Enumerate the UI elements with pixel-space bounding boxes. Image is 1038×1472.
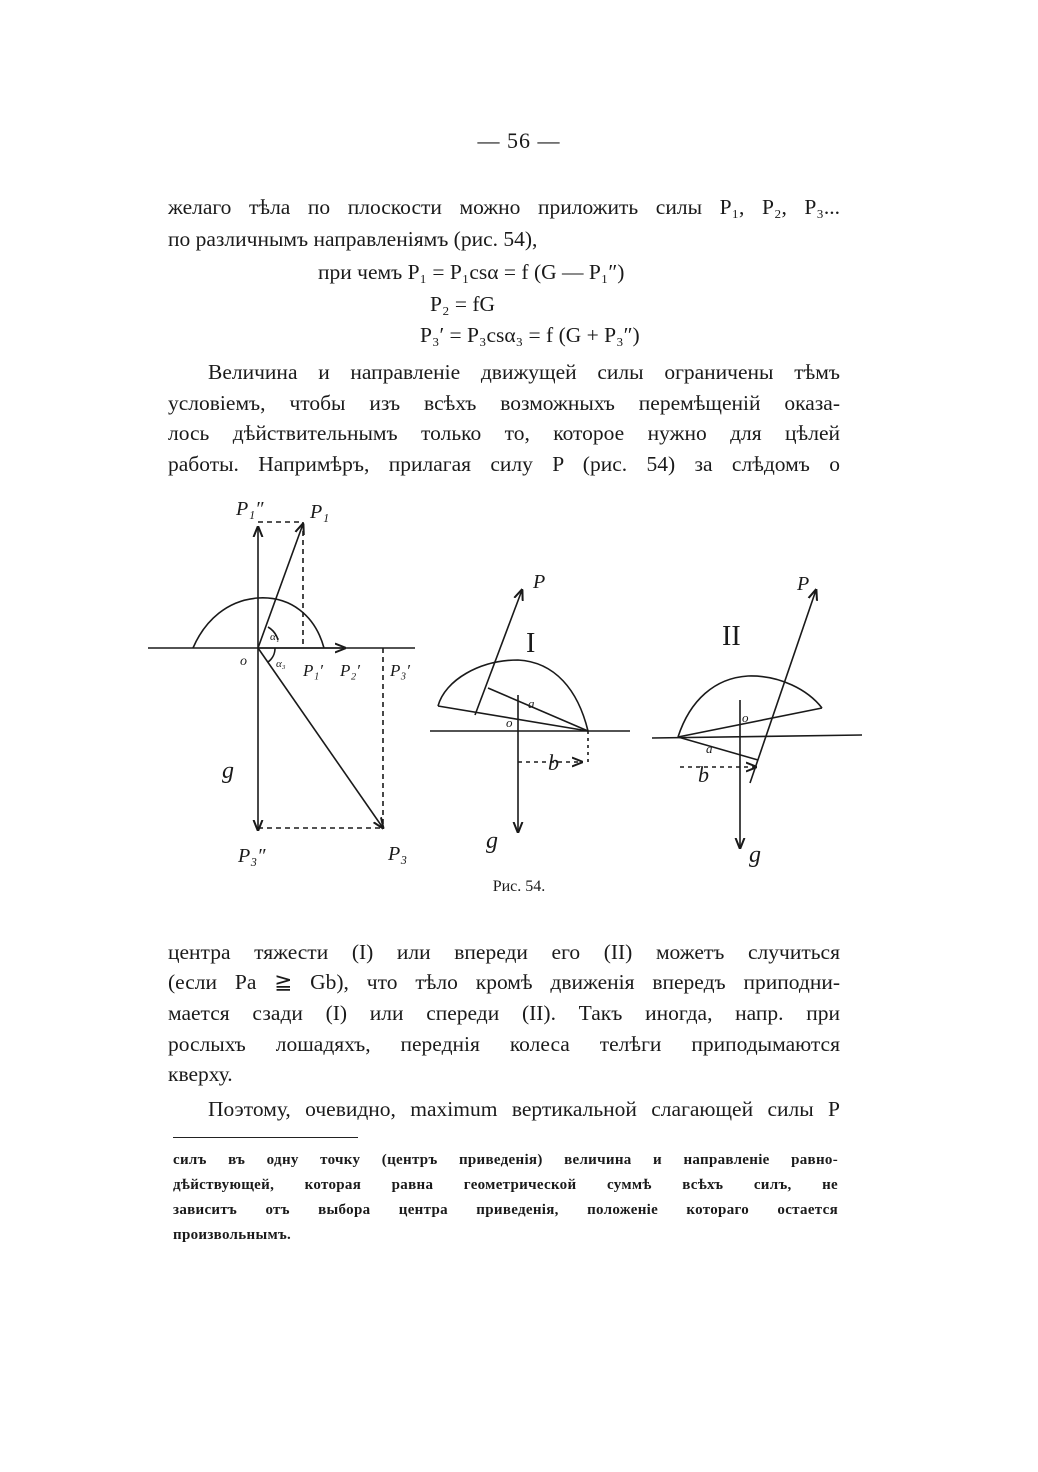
label-o-ii: o: [742, 710, 749, 725]
page-number: — 56 —: [477, 128, 561, 153]
label-p3-double-prime: P₃″: [238, 845, 266, 867]
paragraph-2-line-2: условіемъ, чтобы изъ всѣхъ возможныхъ перемѣщеній оказа-: [168, 391, 840, 415]
body-base-ii: [678, 708, 822, 737]
footnote-line-4: произвольнымъ.: [173, 1227, 292, 1243]
figure-caption: Рис. 54.: [492, 878, 546, 895]
angle-alpha3-arc: [268, 648, 275, 662]
paragraph-3-line-3: мается сзади (I) или спереди (II). Такъ иногда, напр. при: [168, 1001, 840, 1025]
label-g-left: g: [222, 758, 234, 784]
label-p-ii: P: [797, 573, 810, 595]
body-outline-i: [438, 660, 588, 731]
paragraph-3-line-4: рослыхъ лошадяхъ, переднія колеса телѣги приподымаются: [168, 1032, 840, 1056]
label-p-i: P: [533, 571, 546, 593]
label-a-ii: a: [706, 741, 713, 756]
label-p3: P₃: [388, 843, 408, 865]
formula-3: P₃′ = P₃csα₃ = f (G + P₃″): [420, 323, 640, 347]
paragraph-2-line-4: работы. Напримѣръ, прилагая силу P (рис. 54) за слѣдомъ o: [168, 452, 840, 476]
footnote-line-2: дѣйствующей, которая равна геометрической суммѣ всѣхъ силъ, не: [173, 1177, 838, 1193]
vector-p-i: [475, 590, 522, 715]
label-origin-o: o: [240, 654, 247, 669]
footnote-rule: [173, 1137, 358, 1138]
label-p1-prime: P₁′: [303, 661, 324, 680]
footnote-line-3: зависитъ отъ выбора центра приведенія, положеніе котораго остается: [173, 1202, 838, 1218]
label-g-i: g: [486, 828, 498, 854]
vector-p-ii: [750, 590, 816, 783]
label-b-i: b: [548, 750, 559, 775]
label-b-ii: b: [698, 762, 709, 787]
paragraph-3-line-2: (если Pa ≧ Gb), что тѣло кромѣ движенія впередъ приподни-: [168, 970, 840, 994]
paragraph-2-line-1: Величина и направленіе движущей силы ограничены тѣмъ: [208, 360, 840, 384]
footnote-line-1: силъ въ одну точку (центръ приведенія) величина и направленіе равно-: [173, 1152, 838, 1168]
label-g-ii: g: [749, 842, 761, 868]
label-p1: P₁: [310, 501, 330, 523]
label-alpha3: α₃: [276, 658, 286, 670]
body-outline-ii: [678, 676, 822, 737]
paragraph-1-line-2: по различнымъ направленіямъ (рис. 54),: [168, 227, 538, 251]
diagram-ii: [652, 590, 862, 848]
label-p1-double-prime: P₁″: [236, 498, 264, 520]
paragraph-2-line-3: лось дѣйствительнымъ только то, которое нужно для цѣлей: [168, 421, 840, 445]
label-p3-prime: P₃′: [390, 661, 411, 680]
lever-a-ii: [678, 737, 758, 760]
paragraph-1-line-1: желаго тѣла по плоскости можно приложить силы P₁, P₂, P₃...: [168, 195, 840, 219]
diagram-i: [430, 590, 630, 832]
body-base-i: [438, 706, 588, 731]
label-o-i: o: [506, 715, 513, 730]
formula-2: P₂ = fG: [430, 292, 496, 316]
paragraph-4-line-1: Поэтому, очевидно, maximum вертикальной слагающей силы P: [208, 1097, 840, 1121]
label-p2-prime: P₂′: [340, 661, 361, 680]
paragraph-3-line-1: центра тяжести (I) или впереди его (II) можетъ случиться: [168, 940, 840, 964]
label-roman-ii: II: [722, 621, 741, 652]
diagram-left: [148, 522, 415, 830]
paragraph-3-line-5: кверху.: [168, 1062, 233, 1086]
vector-p1: [258, 524, 303, 648]
label-alpha1: α₁: [270, 631, 280, 643]
formula-1: при чемъ P₁ = P₁csα = f (G — P₁″): [318, 260, 625, 284]
label-a-i: a: [528, 696, 535, 711]
label-roman-i: I: [526, 628, 536, 659]
